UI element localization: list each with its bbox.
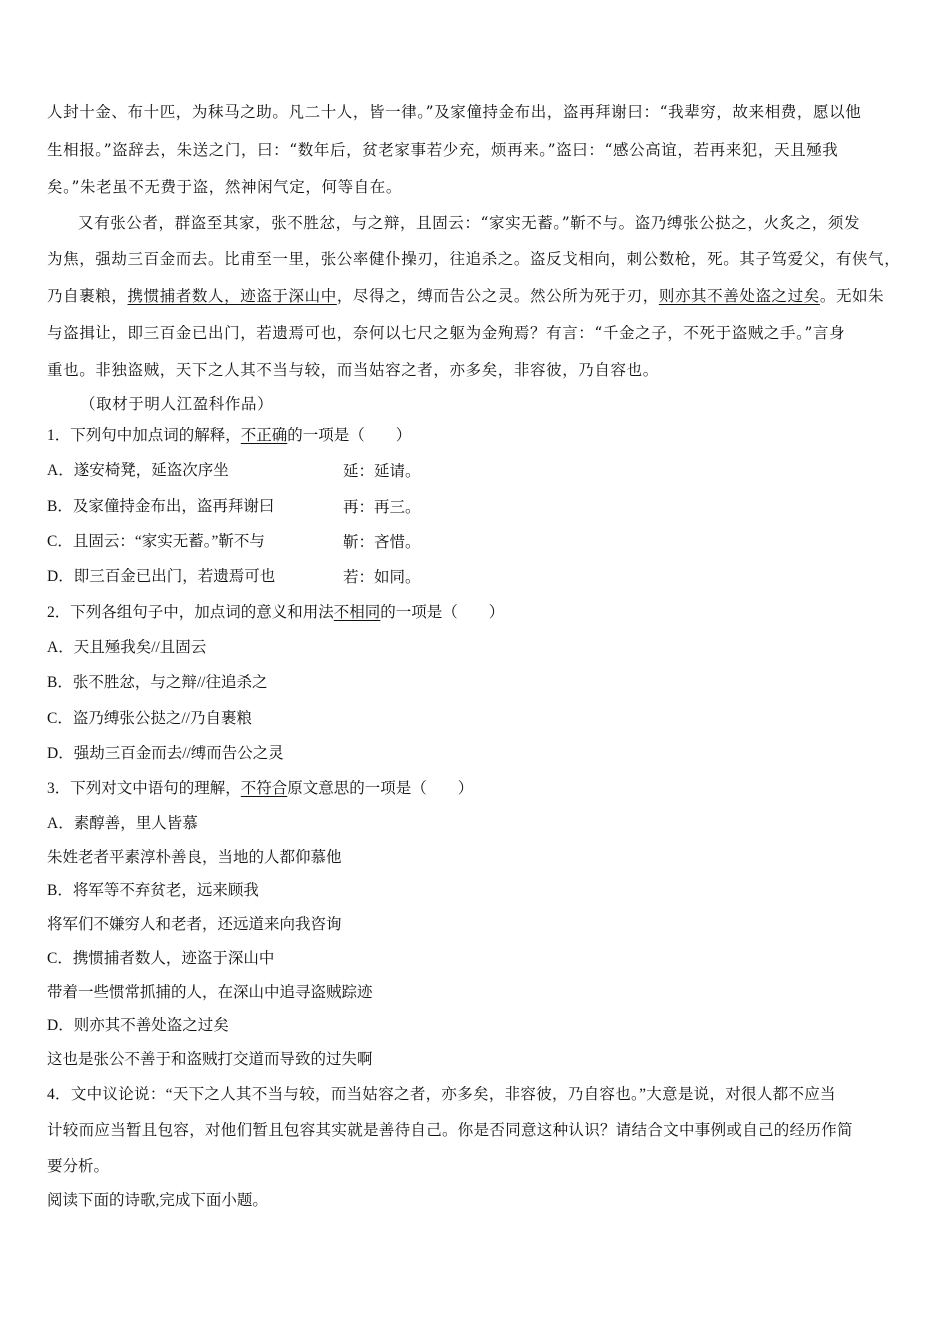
question-4-line: 要分析。 (47, 1158, 110, 1175)
question-1-gloss-a: 延：延请。 (343, 462, 421, 480)
question-1-option-b: B．及家僮持金布出，盗再拜谢曰 (47, 498, 275, 515)
question-2-option-c: C．盗乃缚张公挞之//乃自裹粮 (47, 710, 252, 727)
question-3-explanation-a: 朱姓老者平素淳朴善良，当地的人都仰慕他 (47, 849, 342, 866)
passage-line: 生相报。”盗辞去，朱送之门，曰：“数年后，贫老家事若少充，烦再来。”盗曰：“感公高谊，若再来犯，天且殛我 (47, 141, 839, 159)
question-2-option-b: B．张不胜忿，与之辩//往追杀之 (47, 674, 268, 691)
question-3-option-a: A．素醇善，里人皆慕 (47, 815, 198, 832)
text-run: ，尽得之，缚而告公之灵。然公所为死于刃， (336, 287, 659, 305)
text-run: 2．下列各组句子中，加点词的意义和用法 (47, 604, 334, 621)
passage-line (47, 286, 907, 306)
text-run: 3．下列对文中语句的理解， (47, 780, 241, 797)
question-1-option-d: D．即三百金已出门，若遗焉可也 (47, 568, 276, 585)
passage-line: 人封十金、布十匹，为秣马之助。凡二十人，皆一律。”及家僮持金布出，盗再拜谢曰：“我辈穷，故来相费，愿以他 (47, 103, 862, 121)
passage-line: 与盗揖让，即三百金已出门，若遗焉可也，奈何以七尺之躯为金殉焉？有言：“千金之子，不死于盗贼之手。”言身 (47, 324, 846, 342)
text-run: 乃自裹粮， (47, 287, 128, 305)
question-1-gloss-d: 若：如同。 (343, 568, 421, 586)
text-run: 原文意思的一项是（ ） (287, 780, 474, 797)
question-1-option-a: A．遂安椅凳，延盗次序坐 (47, 462, 229, 479)
question-1-option-c: C．且固云：“家实无蓄。”靳不与 (47, 533, 265, 550)
question-2-option-a: A．天且殛我矣//且固云 (47, 639, 207, 656)
question-3-explanation-d: 这也是张公不善于和盗贼打交道而导致的过失啊 (47, 1051, 373, 1068)
underlined-keyword: 不相同 (333, 604, 381, 621)
question-1-stem (47, 426, 411, 446)
question-3-stem (47, 779, 473, 799)
question-3-explanation-c: 带着一些惯常抓捕的人，在深山中追寻盗贼踪迹 (47, 984, 373, 1001)
question-3-explanation-b: 将军们不嫌穷人和老者，还远道来向我咨询 (47, 916, 342, 933)
question-2-option-d: D．强劫三百金而去//缚而告公之灵 (47, 745, 284, 762)
underlined-phrase: 携惯捕者数人，迹盗于深山中 (127, 287, 337, 305)
question-2-stem (47, 603, 504, 623)
text-run: 的一项是（ ） (287, 427, 412, 444)
question-3-option-d: D．则亦其不善处盗之过矣 (47, 1017, 229, 1034)
question-3-option-c: C．携惯捕者数人，迹盗于深山中 (47, 950, 275, 967)
text-run: 的一项是（ ） (380, 604, 505, 621)
underlined-keyword: 不符合 (240, 780, 288, 797)
passage-line: 矣。”朱老虽不无费于盗，然神闲气定，何等自在。 (47, 178, 402, 196)
passage-line: 为焦，强劫三百金而去。比甫至一里，张公率健仆操刃，往追杀之。盗反戈相向，刺公数枪，死。其子笃爱父，有侠气， (47, 250, 901, 268)
next-section-instruction: 阅读下面的诗歌,完成下面小题。 (47, 1192, 268, 1209)
question-3-option-b: B．将军等不弃贫老，远来顾我 (47, 882, 259, 899)
question-1-gloss-b: 再：再三。 (343, 498, 421, 516)
question-4-line: 4．文中议论说：“天下之人其不当与较，而当姑容之者，亦多矣，非容彼，乃自容也。”大意是说，对很人都不应当 (47, 1086, 836, 1103)
underlined-phrase: 则亦其不善处盗之过矣 (658, 287, 820, 305)
question-4-line: 计较而应当暂且包容，对他们暂且包容其实就是善待自己。你是否同意这种认识？请结合文中事例或自己的经历作简 (47, 1122, 853, 1139)
passage-line: 重也。非独盗贼，天下之人其不当与较，而当姑容之者，亦多矣，非容彼，乃自容也。 (47, 361, 659, 379)
question-1-gloss-c: 靳：吝惜。 (343, 533, 421, 551)
passage-line: 又有张公者，群盗至其家，张不胜忿，与之辩，且固云：“家实无蓄。”靳不与。盗乃缚张公挞之，火炙之，须发 (78, 214, 861, 232)
passage-source: （取材于明人江盈科作品） (80, 395, 274, 413)
text-run: 1．下列句中加点词的解释， (47, 427, 241, 444)
text-run: 。无如朱 (819, 287, 885, 305)
underlined-keyword: 不正确 (240, 427, 288, 444)
